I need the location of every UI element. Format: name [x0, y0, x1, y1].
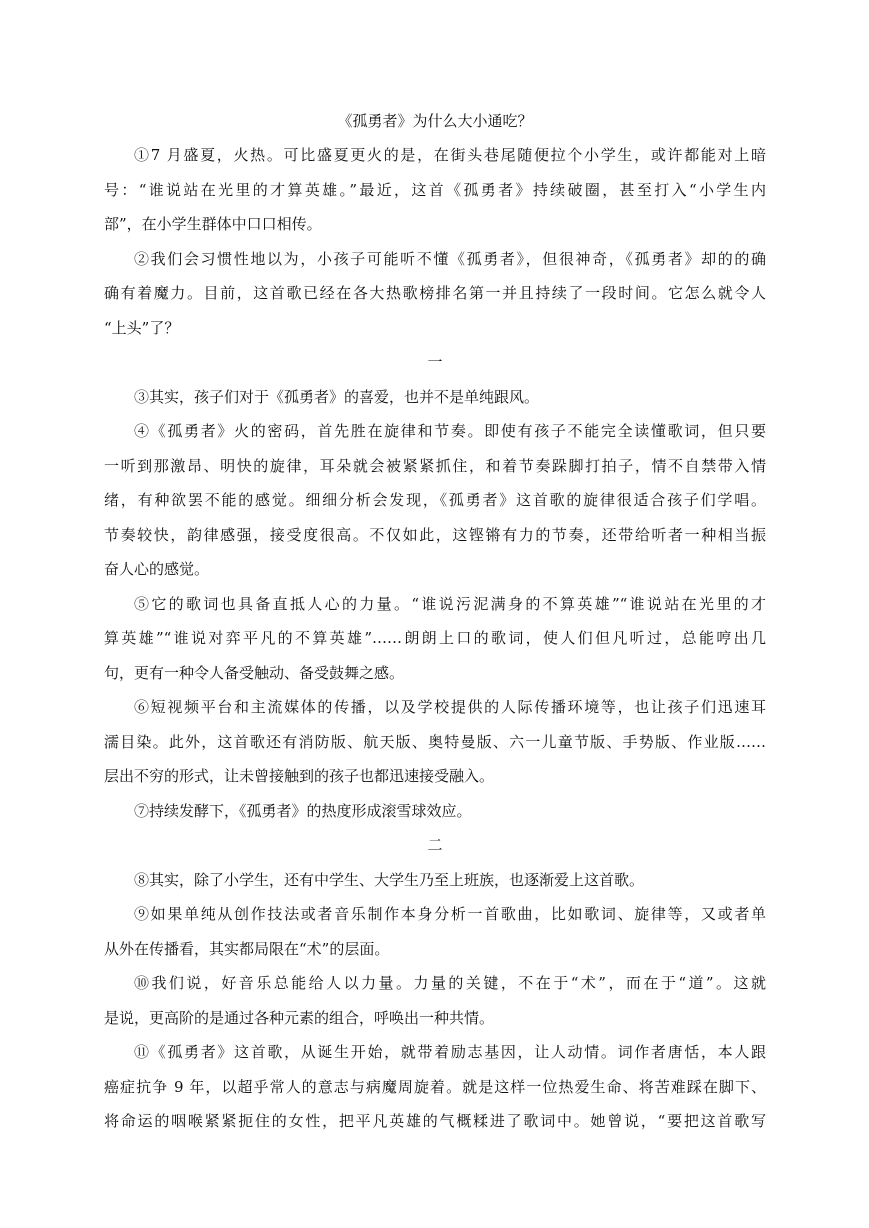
text-line: 绪，有种欲罢不能的感觉。细细分析会发现，《孤勇者》这首歌的旋律很适合孩子们学唱。: [104, 491, 766, 509]
paragraph-1: [104, 138, 766, 242]
text-line: 层出不穷的形式，让未曾接触到的孩子也都迅速接受融入。: [104, 767, 495, 785]
paragraph-7: [104, 794, 766, 829]
text-line: ①7 月盛夏，火热。可比盛夏更火的是，在街头巷尾随便拉个小学生，或许都能对上暗: [134, 146, 766, 164]
text-line: 句，更有一种令人备受触动、备受鼓舞之感。: [104, 663, 405, 682]
article-title: 《孤勇者》为什么大小通吃？: [337, 112, 533, 130]
text-line: 号：“谁说站在光里的才算英雄。”最近，这首《孤勇者》持续破圈，甚至打入“小学生内: [104, 180, 766, 199]
section-heading-1: 一: [427, 353, 443, 371]
text-line: ⑨如果单纯从创作技法或者音乐制作本身分析一首歌曲，比如歌词、旋律等，又或者单: [134, 905, 766, 923]
text-line: ⑥短视频平台和主流媒体的传播，以及学校提供的人际传播环境等，也让孩子们迅速耳: [134, 698, 766, 716]
text-line: ⑧其实，除了小学生，还有中学生、大学生乃至上班族，也逐渐爱上这首歌。: [134, 870, 645, 889]
paragraph-9: [104, 897, 766, 966]
paragraph-3: [104, 380, 766, 415]
text-line: “上头”了？: [104, 318, 180, 337]
text-line: 奋人心的感觉。: [104, 560, 210, 578]
text-line: 将命运的咽喉紧紧扼住的女性，把平凡英雄的气概糅进了歌词中。她曾说，“要把这首歌写: [104, 1112, 766, 1130]
paragraph-4: [104, 414, 766, 587]
text-line: ②我们会习惯性地以为，小孩子可能听不懂《孤勇者》，但很神奇，《孤勇者》却的的确: [134, 249, 766, 268]
text-line: 节奏较快，韵律感强，接受度很高。不仅如此，这铿锵有力的节奏，还带给听者一种相当振: [104, 525, 766, 544]
text-line: 部”，在小学生群体中口口相传。: [104, 215, 322, 233]
paragraph-6: [104, 690, 766, 794]
text-line: 确有着魔力。目前，这首歌已经在各大热歌榜排名第一并且持续了一段时间。它怎么就令人: [104, 284, 766, 302]
text-line: 是说，更高阶的是通过各种元素的组合，呼唤出一种共情。: [104, 1008, 495, 1027]
text-line: 算英雄”“谁说对弈平凡的不算英雄”……朗朗上口的歌词，使人们但凡听过，总能哼出几: [104, 629, 766, 647]
paragraph-2: [104, 242, 766, 346]
paragraph-10: [104, 966, 766, 1035]
text-line: 一听到那激昂、明快的旋律，耳朵就会被紧紧抓住，和着节奏跺脚打拍子，情不自禁带入情: [104, 456, 766, 475]
paragraph-8: [104, 863, 766, 898]
text-line: 濡目染。此外，这首歌还有消防版、航天版、奥特曼版、六一儿童节版、手势版、作业版……: [104, 732, 766, 751]
paragraph-5: [104, 587, 766, 691]
section-heading-2: 二: [427, 836, 443, 854]
text-line: 从外在传播看，其实都局限在“术”的层面。: [104, 939, 390, 958]
text-line: ③其实，孩子们对于《孤勇者》的喜爱，也并不是单纯跟风。: [134, 387, 540, 406]
text-line: ⑦持续发酵下，《孤勇者》的热度形成滚雪球效应。: [134, 801, 472, 820]
text-line: ④《孤勇者》火的密码，首先胜在旋律和节奏。即使有孩子不能完全读懂歌词，但只要: [134, 422, 766, 440]
text-line: ⑤它的歌词也具备直抵人心的力量。“谁说污泥满身的不算英雄”“谁说站在光里的才: [134, 594, 766, 613]
text-line: 癌症抗争 9 年，以超乎常人的意志与病魔周旋着。就是这样一位热爱生命、将苦难踩在脚下、: [104, 1077, 766, 1096]
text-line: ⑪《孤勇者》这首歌，从诞生开始，就带着励志基因，让人动情。词作者唐恬，本人跟: [134, 1043, 766, 1061]
paragraph-11: [104, 1035, 766, 1139]
article-body: [104, 104, 766, 1139]
text-line: ⑩我们说，好音乐总能给人以力量。力量的关键，不在于“术”，而在于“道”。这就: [134, 974, 766, 992]
